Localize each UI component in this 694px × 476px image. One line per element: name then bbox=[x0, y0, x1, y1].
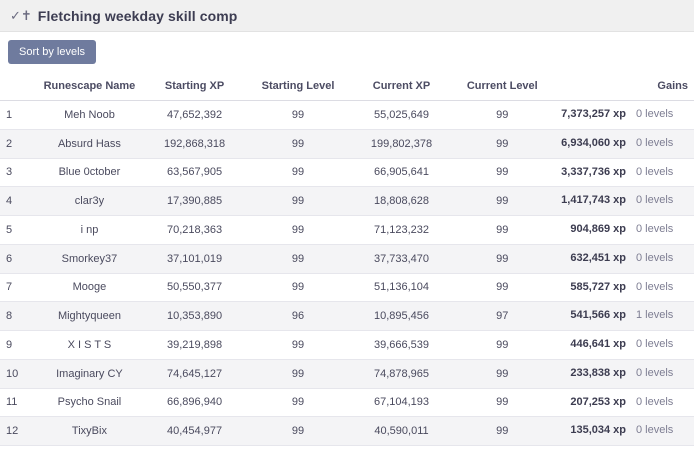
cell-gains bbox=[555, 388, 694, 417]
gain-levels-value: 0 levels bbox=[636, 108, 674, 120]
cell-current-level: 99 bbox=[449, 216, 555, 245]
cell-starting-xp: 39,219,898 bbox=[147, 331, 243, 360]
cell-starting-level: 99 bbox=[242, 273, 353, 302]
cell-gains bbox=[555, 417, 694, 446]
gain-xp-value: 135,034 xp bbox=[570, 424, 626, 437]
gain-xp-value: 1,417,743 xp bbox=[561, 194, 626, 207]
cell-runescape-name: TixyBix bbox=[32, 417, 146, 446]
gains-group bbox=[561, 396, 688, 410]
cell-rank: 9 bbox=[0, 331, 32, 360]
cell-rank: 7 bbox=[0, 273, 32, 302]
page-title: Fletching weekday skill comp bbox=[37, 7, 238, 24]
table-row[interactable] bbox=[0, 273, 694, 302]
cell-starting-level: 99 bbox=[242, 216, 353, 245]
cell-gains bbox=[555, 244, 694, 273]
table-row[interactable] bbox=[0, 187, 694, 216]
cell-current-level: 99 bbox=[449, 273, 555, 302]
cell-starting-level: 99 bbox=[242, 331, 353, 360]
toolbar bbox=[0, 32, 694, 72]
gain-xp-value: 7,373,257 xp bbox=[561, 108, 626, 120]
gains-group bbox=[561, 108, 688, 122]
column-header-current-level[interactable]: Current Level bbox=[449, 72, 555, 101]
cell-runescape-name: Psycho Snail bbox=[32, 388, 146, 417]
cell-gains bbox=[555, 158, 694, 187]
gain-xp-value: 585,727 xp bbox=[570, 280, 626, 293]
gains-group bbox=[561, 137, 688, 151]
cell-runescape-name: Meh Noob bbox=[32, 101, 146, 130]
gain-xp-value: 3,337,736 xp bbox=[561, 165, 626, 178]
cell-starting-xp: 74,645,127 bbox=[147, 359, 243, 388]
cell-runescape-name: clar3y bbox=[32, 187, 146, 216]
cell-starting-xp: 70,218,363 bbox=[147, 216, 243, 245]
gain-levels-value: 0 levels bbox=[636, 223, 674, 235]
cell-starting-level: 99 bbox=[242, 359, 353, 388]
cell-current-level: 99 bbox=[449, 359, 555, 388]
gains-group bbox=[561, 166, 688, 180]
gains-group bbox=[561, 367, 688, 381]
cell-starting-xp: 17,390,885 bbox=[147, 187, 243, 216]
gain-levels-value: 0 levels bbox=[636, 251, 674, 264]
table-row[interactable] bbox=[0, 216, 694, 245]
table-header-row bbox=[0, 72, 694, 101]
cell-runescape-name: i np bbox=[32, 216, 146, 245]
gains-group bbox=[561, 194, 688, 208]
cell-current-level: 99 bbox=[449, 244, 555, 273]
column-header-name[interactable]: Runescape Name bbox=[32, 72, 146, 101]
table-row[interactable] bbox=[0, 158, 694, 187]
cell-rank: 3 bbox=[0, 158, 32, 187]
cell-rank: 8 bbox=[0, 302, 32, 331]
column-header-starting-xp[interactable]: Starting XP bbox=[147, 72, 243, 101]
cell-current-xp: 18,808,628 bbox=[354, 187, 450, 216]
table-row[interactable] bbox=[0, 331, 694, 360]
cell-gains bbox=[555, 187, 694, 216]
cell-starting-level: 99 bbox=[242, 244, 353, 273]
cell-current-xp: 37,733,470 bbox=[354, 244, 450, 273]
cell-starting-level: 99 bbox=[242, 388, 353, 417]
fletching-icon: ✓✝ bbox=[10, 8, 32, 23]
cell-gains bbox=[555, 129, 694, 158]
cell-current-xp: 55,025,649 bbox=[354, 101, 450, 130]
column-header-gains[interactable]: Gains bbox=[555, 72, 694, 101]
cell-runescape-name: Mightyqueen bbox=[32, 302, 146, 331]
gain-levels-value: 0 levels bbox=[636, 338, 674, 350]
cell-current-level: 99 bbox=[449, 158, 555, 187]
cell-current-level: 99 bbox=[449, 187, 555, 216]
gain-xp-value: 233,838 xp bbox=[570, 366, 626, 379]
cell-current-xp: 67,104,193 bbox=[354, 388, 450, 417]
cell-current-level: 99 bbox=[449, 331, 555, 360]
cell-runescape-name: Absurd Hass bbox=[32, 129, 146, 158]
table-row[interactable] bbox=[0, 101, 694, 130]
cell-rank: 12 bbox=[0, 417, 32, 446]
cell-gains bbox=[555, 101, 694, 130]
cell-rank: 1 bbox=[0, 101, 32, 130]
cell-gains bbox=[555, 331, 694, 360]
cell-starting-xp: 63,567,905 bbox=[147, 158, 243, 187]
gain-levels-value: 0 levels bbox=[636, 280, 674, 293]
table-row[interactable] bbox=[0, 129, 694, 158]
cell-gains bbox=[555, 216, 694, 245]
cell-rank: 6 bbox=[0, 244, 32, 273]
cell-runescape-name: X I S T S bbox=[32, 331, 146, 360]
cell-rank: 11 bbox=[0, 388, 32, 417]
cell-current-xp: 66,905,641 bbox=[354, 158, 450, 187]
gain-levels-value: 0 levels bbox=[636, 366, 674, 379]
cell-starting-xp: 47,652,392 bbox=[147, 101, 243, 130]
cell-runescape-name: Mooge bbox=[32, 273, 146, 302]
gains-group bbox=[561, 424, 688, 438]
gain-levels-value: 1 levels bbox=[636, 309, 674, 322]
gain-xp-value: 446,641 xp bbox=[570, 338, 626, 350]
column-header-current-xp[interactable]: Current XP bbox=[354, 72, 450, 101]
cell-current-level: 99 bbox=[449, 101, 555, 130]
cell-gains bbox=[555, 273, 694, 302]
cell-rank: 4 bbox=[0, 187, 32, 216]
cell-current-xp: 39,666,539 bbox=[354, 331, 450, 360]
gain-xp-value: 904,869 xp bbox=[570, 223, 626, 235]
cell-gains bbox=[555, 302, 694, 331]
table-body bbox=[0, 101, 694, 446]
cell-rank: 2 bbox=[0, 129, 32, 158]
gain-levels-value: 0 levels bbox=[636, 136, 674, 149]
column-header-rank[interactable] bbox=[0, 72, 32, 101]
gains-group bbox=[561, 252, 688, 266]
cell-starting-level: 99 bbox=[242, 187, 353, 216]
gain-levels-value: 0 levels bbox=[636, 395, 674, 408]
gain-xp-value: 207,253 xp bbox=[570, 395, 626, 408]
cell-current-xp: 74,878,965 bbox=[354, 359, 450, 388]
cell-runescape-name: Blue 0ctober bbox=[32, 158, 146, 187]
cell-starting-xp: 37,101,019 bbox=[147, 244, 243, 273]
gain-levels-value: 0 levels bbox=[636, 194, 674, 207]
cell-starting-level: 96 bbox=[242, 302, 353, 331]
gains-group bbox=[561, 309, 688, 323]
table-row[interactable] bbox=[0, 388, 694, 417]
table-row[interactable] bbox=[0, 417, 694, 446]
gain-levels-value: 0 levels bbox=[636, 165, 674, 178]
table-row[interactable] bbox=[0, 244, 694, 273]
cell-current-level: 97 bbox=[449, 302, 555, 331]
gain-xp-value: 6,934,060 xp bbox=[561, 136, 626, 149]
cell-starting-xp: 192,868,318 bbox=[147, 129, 243, 158]
cell-starting-xp: 66,896,940 bbox=[147, 388, 243, 417]
table-header bbox=[0, 72, 694, 101]
gain-levels-value: 0 levels bbox=[636, 424, 674, 437]
cell-starting-level: 99 bbox=[242, 417, 353, 446]
gains-group bbox=[561, 338, 688, 352]
cell-current-level: 99 bbox=[449, 417, 555, 446]
cell-starting-xp: 40,454,977 bbox=[147, 417, 243, 446]
cell-starting-level: 99 bbox=[242, 101, 353, 130]
cell-rank: 10 bbox=[0, 359, 32, 388]
table-row[interactable] bbox=[0, 302, 694, 331]
cell-current-xp: 40,590,011 bbox=[354, 417, 450, 446]
cell-current-xp: 71,123,232 bbox=[354, 216, 450, 245]
column-header-starting-level[interactable]: Starting Level bbox=[242, 72, 353, 101]
cell-current-xp: 199,802,378 bbox=[354, 129, 450, 158]
cell-current-level: 99 bbox=[449, 129, 555, 158]
cell-current-xp: 51,136,104 bbox=[354, 273, 450, 302]
competition-table bbox=[0, 72, 694, 446]
cell-current-level: 99 bbox=[449, 388, 555, 417]
cell-starting-level: 99 bbox=[242, 129, 353, 158]
cell-runescape-name: Imaginary CY bbox=[32, 359, 146, 388]
cell-gains bbox=[555, 359, 694, 388]
table-row[interactable] bbox=[0, 359, 694, 388]
cell-current-xp: 10,895,456 bbox=[354, 302, 450, 331]
cell-starting-xp: 50,550,377 bbox=[147, 273, 243, 302]
gains-group bbox=[561, 223, 688, 237]
gains-group bbox=[561, 281, 688, 295]
gain-xp-value: 541,566 xp bbox=[570, 309, 626, 322]
cell-starting-level: 99 bbox=[242, 158, 353, 187]
cell-starting-xp: 10,353,890 bbox=[147, 302, 243, 331]
cell-runescape-name: Smorkey37 bbox=[32, 244, 146, 273]
sort-by-levels-button[interactable]: Sort by levels bbox=[8, 40, 96, 64]
cell-rank: 5 bbox=[0, 216, 32, 245]
title-bar bbox=[0, 0, 694, 32]
gain-xp-value: 632,451 xp bbox=[570, 251, 626, 264]
